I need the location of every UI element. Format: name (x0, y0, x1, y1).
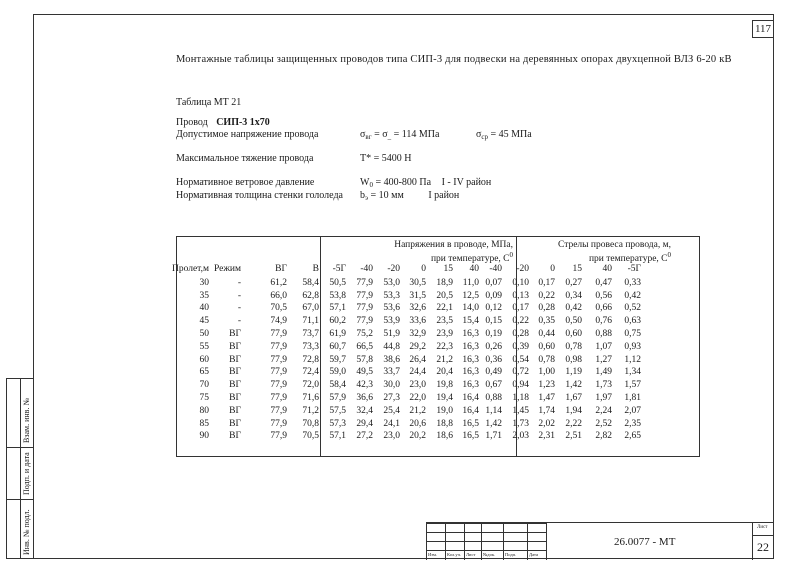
table-cell: 1,97 (595, 393, 612, 403)
table-cell: 23,0 (383, 431, 400, 442)
table-cell: 0,56 (595, 290, 612, 301)
table-cell: 16,3 (462, 367, 479, 378)
table-cell: 19,0 (436, 405, 453, 416)
stress-group-line1: Напряжения в проводе, МПа, (394, 240, 513, 250)
table-cell: 0,60 (538, 341, 555, 352)
table-cell: 57,1 (329, 431, 346, 442)
table-cell: 53,8 (329, 290, 346, 301)
table-cell: 66,0 (270, 290, 287, 301)
stress-group-line2 (431, 251, 513, 264)
table-cell: 0,28 (512, 329, 529, 339)
title-block-col-line (426, 523, 427, 560)
table-cell: 0,19 (485, 329, 502, 339)
sigma-symbol: σ (360, 129, 366, 140)
title-block-row-line (426, 550, 546, 551)
wire-type: СИП-3 1х70 (216, 117, 270, 128)
table-cell: 32,9 (409, 329, 426, 339)
title-block-cell-label: Дата (529, 552, 538, 557)
column-header: -20 (516, 264, 529, 274)
column-header: 40 (602, 264, 612, 274)
ice-symbol: b (360, 190, 365, 201)
table-cell: 19,4 (436, 393, 453, 403)
wire-label (176, 117, 270, 128)
table-cell: 1,81 (624, 393, 641, 403)
table-cell: 0,28 (538, 303, 555, 314)
title-block-row-line (426, 541, 546, 542)
table-cell: 60,7 (329, 341, 346, 352)
table-cell: 1,34 (624, 367, 641, 378)
table-cell: 0,34 (565, 290, 582, 301)
table-cell: 0,66 (595, 303, 612, 314)
wind-symbol: W (360, 177, 370, 188)
table-cell: 2,82 (595, 431, 612, 442)
table-cell: 23,5 (436, 316, 453, 327)
table-cell: ВГ (229, 431, 241, 442)
table-cell: 0,63 (624, 316, 641, 327)
table-cell: 22,1 (436, 303, 453, 314)
table-cell: 57,3 (329, 418, 346, 429)
table-cell: 1,27 (595, 354, 612, 365)
table-cell: 75 (199, 393, 209, 403)
table-cell: 57,8 (356, 354, 373, 365)
table-cell: 2,31 (538, 431, 555, 442)
column-header: ВГ (275, 264, 287, 274)
table-cell: 71,6 (302, 393, 319, 403)
table-cell: 1,47 (538, 393, 555, 403)
title-block-cell-label: Кол.уч. (447, 552, 461, 557)
table-cell: 57,5 (329, 405, 346, 416)
table-cell: 1,49 (595, 367, 612, 378)
table-cell: 24,4 (409, 367, 426, 378)
table-cell: 0,72 (512, 367, 529, 378)
table-cell: 0,26 (485, 341, 502, 352)
table-cell: 0,93 (624, 341, 641, 352)
table-cell: 0,42 (565, 303, 582, 314)
table-cell: 20,2 (409, 431, 426, 442)
table-cell: 16,5 (462, 418, 479, 429)
table-cell: ВГ (229, 341, 241, 352)
document-number: 26.0077 - МТ (614, 536, 676, 548)
table-cell: 1,18 (512, 393, 529, 403)
table-cell: 27,3 (383, 393, 400, 403)
table-cell: 62,8 (302, 290, 319, 301)
table-cell: 77,9 (356, 303, 373, 314)
wind-pressure: = 400-800 Па (372, 177, 432, 188)
table-cell: 24,1 (383, 418, 400, 429)
table-cell: 16,4 (462, 393, 479, 403)
table-cell: 16,3 (462, 329, 479, 339)
table-cell: 2,07 (624, 405, 641, 416)
table-cell: 0,44 (538, 329, 555, 339)
column-header: -5Г (627, 264, 641, 274)
allowed-stress-value (360, 129, 439, 141)
table-cell: 53,0 (383, 277, 400, 288)
table-cell: 59,0 (329, 367, 346, 378)
title-block-cell-label: Изм. (428, 552, 437, 557)
table-cell: 25,4 (383, 405, 400, 416)
table-cell: 1,42 (565, 380, 582, 391)
wind-sub: 0 (369, 181, 373, 189)
table-cell: 21,2 (436, 354, 453, 365)
title-block-col-line (445, 523, 446, 560)
sag-group-line1: Стрелы провеса провода, м, (557, 240, 671, 250)
table-cell: 0,98 (565, 354, 582, 365)
table-cell: 0,78 (538, 354, 555, 365)
table-cell: 2,22 (565, 418, 582, 429)
table-cell: 0,47 (595, 277, 612, 288)
table-cell: 1,73 (595, 380, 612, 391)
table-cell: 61,9 (329, 329, 346, 339)
table-cell: 0,22 (538, 290, 555, 301)
table-cell: 16,4 (462, 405, 479, 416)
table-cell: 0,22 (512, 316, 529, 327)
table-cell: 72,4 (302, 367, 319, 378)
table-cell: 14,0 (462, 303, 479, 314)
allowed-stress-label: Допустимое напряжение провода (176, 129, 319, 140)
table-cell: 55 (199, 341, 209, 352)
table-cell: 16,3 (462, 341, 479, 352)
column-header: 15 (572, 264, 582, 274)
table-cell: 27,2 (356, 431, 373, 442)
table-cell: 0,15 (485, 316, 502, 327)
table-cell: 71,1 (302, 316, 319, 327)
table-cell: 20,6 (409, 418, 426, 429)
table-cell: 2,65 (624, 431, 641, 442)
column-header: Режим (213, 264, 241, 274)
table-cell: 77,9 (270, 341, 287, 352)
max-tension-label: Максимальное тяжение провода (176, 153, 314, 164)
table-cell: 30,0 (383, 380, 400, 391)
eq2: = 114 МПа (391, 129, 440, 140)
table-cell: 0,76 (595, 316, 612, 327)
table-cell: 1,73 (512, 418, 529, 429)
column-header: -5Г (332, 264, 346, 274)
table-cell: 1,14 (485, 405, 502, 416)
table-cell: 16,3 (462, 354, 479, 365)
sigma-sub-sr: ср (481, 133, 488, 141)
table-cell: 1,42 (485, 418, 502, 429)
table-cell: 77,9 (356, 290, 373, 301)
title-block-row-line (426, 532, 546, 533)
table-cell: 33,7 (383, 367, 400, 378)
stamp-sign-date: Подп. и дата (22, 452, 31, 495)
table-cell: 1,57 (624, 380, 641, 391)
table-cell: 0,67 (485, 380, 502, 391)
table-cell: - (237, 277, 241, 288)
sag-group-line2 (589, 251, 671, 264)
table-cell: 0,42 (624, 290, 641, 301)
sag-deg: 0 (667, 251, 671, 259)
wind-region: I - IV район (441, 177, 492, 188)
table-cell: 31,5 (409, 290, 426, 301)
table-cell: 22,3 (436, 341, 453, 352)
table-cell: 32,6 (409, 303, 426, 314)
title-block-cell-label: Лист (466, 552, 476, 557)
table-cell: ВГ (229, 354, 241, 365)
table-cell: 70 (199, 380, 209, 391)
table-cell: 72,8 (302, 354, 319, 365)
ice-sub: э (365, 194, 369, 202)
table-cell: 19,8 (436, 380, 453, 391)
table-cell: 57,9 (329, 393, 346, 403)
mounting-table (171, 236, 700, 457)
table-cell: 71,2 (302, 405, 319, 416)
table-cell: 53,3 (383, 290, 400, 301)
sheet-col-line (752, 523, 753, 560)
wind-value (360, 177, 491, 189)
sigma-sub-vg: вг (365, 133, 372, 141)
table-cell: 65 (199, 367, 209, 378)
table-cell: 61,2 (270, 277, 287, 288)
table-cell: 77,9 (270, 418, 287, 429)
table-cell: 0,88 (595, 329, 612, 339)
table-cell: 0,12 (485, 303, 502, 314)
table-cell: 2,51 (565, 431, 582, 442)
title-block-col-line (464, 523, 465, 560)
table-id: Таблица МТ 21 (176, 97, 242, 108)
table-cell: 77,9 (270, 431, 287, 442)
table-cell: 2,24 (595, 405, 612, 416)
table-cell: 0,75 (624, 329, 641, 339)
table-cell: 0,36 (485, 354, 502, 365)
table-cell: ВГ (229, 418, 241, 429)
table-cell: 77,9 (356, 316, 373, 327)
eq1: = σ (371, 129, 388, 140)
table-cell: ВГ (229, 405, 241, 416)
table-cell: 0,10 (512, 277, 529, 288)
table-cell: 1,94 (565, 405, 582, 416)
table-cell: 70,5 (270, 303, 287, 314)
table-cell: 12,5 (462, 290, 479, 301)
table-cell: 77,9 (270, 380, 287, 391)
sheet-row-line (752, 535, 774, 536)
table-cell: 0,17 (512, 303, 529, 314)
stress-group-line2-text: при температуре, С (430, 254, 510, 264)
sag-group-line2-text: при температуре, С (588, 254, 668, 264)
table-cell: 77,9 (270, 329, 287, 339)
title-block-col-line (546, 523, 547, 560)
table-cell: 26,4 (409, 354, 426, 365)
margin-stamp (6, 378, 34, 559)
table-cell: 18,8 (436, 418, 453, 429)
table-cell: 0,27 (565, 277, 582, 288)
table-cell: 22,0 (409, 393, 426, 403)
stamp-inv-dup: Взам. инв. № (22, 397, 31, 443)
table-cell: 45 (199, 316, 209, 327)
sheet-label: Лист (757, 525, 768, 530)
table-cell: 2,52 (595, 418, 612, 429)
table-cell: 32,4 (356, 405, 373, 416)
table-cell: 73,3 (302, 341, 319, 352)
table-cell: 53,9 (383, 316, 400, 327)
ice-value (360, 190, 459, 202)
sigma-sub-blank: _ (387, 133, 392, 141)
table-cell: 59,7 (329, 354, 346, 365)
table-cell: 16,5 (462, 431, 479, 442)
table-cell: 0,39 (512, 341, 529, 352)
stamp-inv-orig: Инв. № подл. (22, 509, 31, 555)
table-cell: ВГ (229, 367, 241, 378)
table-cell: 0,13 (512, 290, 529, 301)
table-cell: 57,1 (329, 303, 346, 314)
title-block-cell-label: №док. (483, 552, 496, 557)
table-cell: 67,0 (302, 303, 319, 314)
table-cell: 2,03 (512, 431, 529, 442)
table-cell: 38,6 (383, 354, 400, 365)
table-cell: 1,07 (595, 341, 612, 352)
ice-label: Нормативная толщина стенки гололеда (176, 190, 343, 201)
mean-stress-value (476, 129, 532, 141)
column-header: 0 (550, 264, 555, 274)
column-header: В (312, 264, 319, 274)
stress-deg: 0 (509, 251, 513, 259)
table-cell: 0,09 (485, 290, 502, 301)
table-cell: 60 (199, 354, 209, 365)
table-cell: 50,5 (329, 277, 346, 288)
table-cell: - (237, 290, 241, 301)
table-cell: ВГ (229, 393, 241, 403)
title-block (426, 522, 774, 560)
table-cell: 0,07 (485, 277, 502, 288)
title-block-cell-label: Подп. (505, 552, 517, 557)
table-cell: 20,4 (436, 367, 453, 378)
table-cell: 1,71 (485, 431, 502, 442)
table-cell: 80 (199, 405, 209, 416)
table-cell: 60,2 (329, 316, 346, 327)
column-header: 40 (469, 264, 479, 274)
max-tension-value: Т* = 5400 Н (360, 153, 412, 164)
column-header: Пролет,м (171, 264, 209, 274)
table-cell: 90 (199, 431, 209, 442)
title-block-col-line (481, 523, 482, 560)
table-cell: 42,3 (356, 380, 373, 391)
table-cell: 0,54 (512, 354, 529, 365)
sigma-symbol-2: σ (476, 129, 482, 140)
table-cell: 0,35 (538, 316, 555, 327)
table-cell: - (237, 316, 241, 327)
col-sep-stress (320, 237, 321, 456)
table-cell: 66,5 (356, 341, 373, 352)
table-cell: 18,9 (436, 277, 453, 288)
table-cell: 58,4 (329, 380, 346, 391)
table-cell: 1,45 (512, 405, 529, 416)
table-cell: 33,6 (409, 316, 426, 327)
wind-label: Нормативное ветровое давление (176, 177, 315, 188)
table-cell: 0,33 (624, 277, 641, 288)
table-cell: 50 (199, 329, 209, 339)
table-cell: 18,6 (436, 431, 453, 442)
ice-region: I район (428, 190, 460, 201)
table-cell: 2,02 (538, 418, 555, 429)
table-cell: 23,0 (409, 380, 426, 391)
table-cell: 1,74 (538, 405, 555, 416)
table-cell: 77,9 (356, 277, 373, 288)
table-cell: 29,2 (409, 341, 426, 352)
table-cell: 23,9 (436, 329, 453, 339)
sheet-number: 22 (757, 540, 769, 554)
column-header: -40 (489, 264, 502, 274)
table-cell: 85 (199, 418, 209, 429)
table-cell: 0,52 (624, 303, 641, 314)
table-cell: 40 (199, 303, 209, 314)
table-cell: 75,2 (356, 329, 373, 339)
table-cell: 2,35 (624, 418, 641, 429)
table-cell: 0,50 (565, 316, 582, 327)
column-header: -40 (360, 264, 373, 274)
column-header: 0 (421, 264, 426, 274)
table-cell: 73,7 (302, 329, 319, 339)
table-cell: 0,88 (485, 393, 502, 403)
table-cell: 77,9 (270, 354, 287, 365)
title-block-col-line (503, 523, 504, 560)
table-cell: 58,4 (302, 277, 319, 288)
table-cell: 1,67 (565, 393, 582, 403)
table-cell: 77,9 (270, 405, 287, 416)
table-cell: 77,9 (270, 393, 287, 403)
table-cell: 0,17 (538, 277, 555, 288)
table-cell: 44,8 (383, 341, 400, 352)
table-cell: 51,9 (383, 329, 400, 339)
table-cell: 30 (199, 277, 209, 288)
table-cell: 70,5 (302, 431, 319, 442)
table-cell: 15,4 (462, 316, 479, 327)
table-cell: 74,9 (270, 316, 287, 327)
table-cell: 1,12 (624, 354, 641, 365)
wire-label-text: Провод (176, 117, 208, 128)
table-cell: 77,9 (270, 367, 287, 378)
table-cell: 1,19 (565, 367, 582, 378)
table-cell: 72,0 (302, 380, 319, 391)
ice-thickness: = 10 мм (368, 190, 404, 201)
table-cell: 49,5 (356, 367, 373, 378)
table-cell: 0,94 (512, 380, 529, 391)
column-header: 15 (443, 264, 453, 274)
table-cell: ВГ (229, 329, 241, 339)
table-cell: 20,5 (436, 290, 453, 301)
table-cell: 16,3 (462, 380, 479, 391)
page-title: Монтажные таблицы защищенных проводов типа СИП-3 для подвески на деревянных опорах двухцепной ВЛЗ 6-20 кВ (176, 54, 732, 65)
title-block-row-line (426, 523, 546, 524)
page-number: 117 (752, 20, 774, 38)
table-cell: 35 (199, 290, 209, 301)
table-cell: 21,2 (409, 405, 426, 416)
eq3: = 45 МПа (488, 129, 532, 140)
column-header: -20 (387, 264, 400, 274)
table-cell: 1,00 (538, 367, 555, 378)
table-cell: 11,0 (462, 277, 479, 288)
table-cell: 0,60 (565, 329, 582, 339)
table-cell: - (237, 303, 241, 314)
table-cell: 0,49 (485, 367, 502, 378)
table-cell: 30,5 (409, 277, 426, 288)
title-block-col-line (527, 523, 528, 560)
table-cell: 1,23 (538, 380, 555, 391)
table-cell: ВГ (229, 380, 241, 391)
table-cell: 53,6 (383, 303, 400, 314)
table-cell: 0,78 (565, 341, 582, 352)
table-cell: 70,8 (302, 418, 319, 429)
table-cell: 29,4 (356, 418, 373, 429)
table-cell: 36,6 (356, 393, 373, 403)
